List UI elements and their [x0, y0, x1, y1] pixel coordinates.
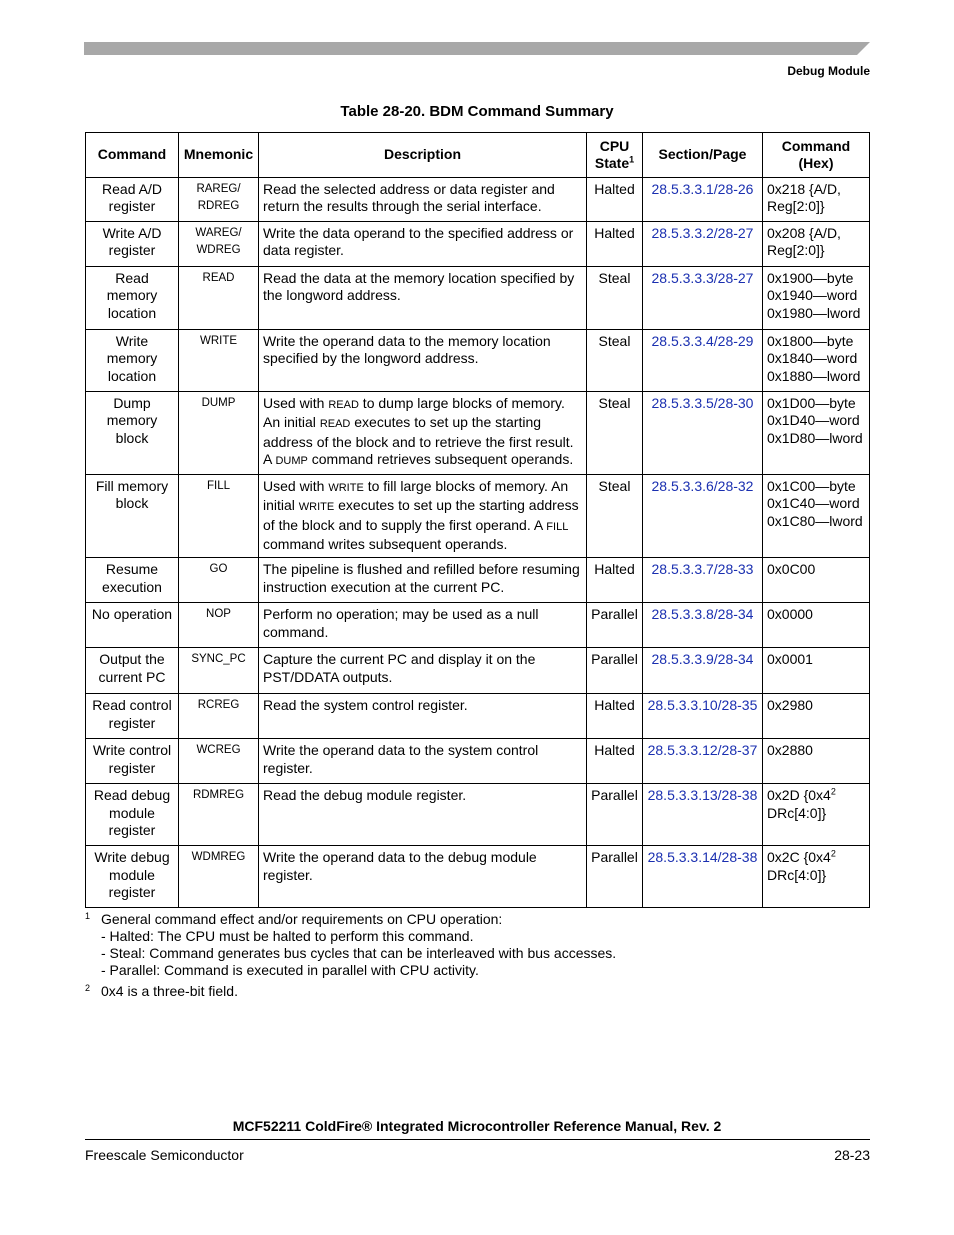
hex-line: 0x2880 — [767, 742, 813, 759]
description-text: executes to set up the starting address of the block and to retrieve the first result. A — [263, 414, 574, 467]
section-link[interactable]: 28.5.3.3.10/28-35 — [643, 694, 763, 739]
description-text: Read the selected address or data register and return the results through the serial interface. — [263, 181, 555, 215]
command-hex-cell — [763, 603, 870, 648]
description-text: Read the system control register. — [263, 697, 468, 714]
command-cell: Write control register — [86, 739, 179, 784]
cpu-state-cell: Parallel — [587, 603, 643, 648]
section-title: Debug Module — [787, 64, 870, 78]
description-cell — [259, 267, 587, 330]
hex-line: 0x0000 — [767, 606, 813, 623]
bdm-command-table — [85, 132, 870, 908]
table-body — [86, 178, 870, 908]
hex-line: 0x0C00 — [767, 561, 816, 578]
mnemonic-cell: FILL — [179, 475, 259, 558]
table-row — [86, 558, 870, 603]
cpu-state-cell: Halted — [587, 558, 643, 603]
description-text: Capture the current PC and display it on the PST/DDATA outputs. — [263, 651, 536, 685]
description-text: Read the data at the memory location specified by the longword address. — [263, 270, 575, 304]
table-row — [86, 475, 870, 558]
col-header-command-hex — [763, 133, 870, 178]
description-text: Write the data operand to the specified address or data register. — [263, 225, 574, 259]
section-link[interactable]: 28.5.3.3.8/28-34 — [643, 603, 763, 648]
command-hex-cell — [763, 739, 870, 784]
footnote-ref-1: 1 — [629, 154, 635, 165]
mnemonic-cell: WRITE — [179, 330, 259, 392]
hex-line: 0x1900—byte — [767, 270, 854, 286]
cpu-state-cell: Steal — [587, 267, 643, 330]
footnotes — [85, 911, 616, 1000]
footnote — [85, 911, 616, 979]
description-cell — [259, 694, 587, 739]
command-hex-cell — [763, 178, 870, 222]
cpu-state-cell: Parallel — [587, 784, 643, 846]
description-text: executes to set up the starting address of the block and to supply the first operand. A — [263, 497, 579, 533]
footnote-text: - Halted: The CPU must be halted to perform this command. — [101, 928, 474, 944]
hex-line: 0x1D00—byte — [767, 395, 856, 411]
cpu-state-cell: Halted — [587, 178, 643, 222]
mnemonic-cell: WAREG/ WDREG — [179, 222, 259, 267]
mnemonic-ref: READ — [328, 399, 359, 411]
command-hex-unit: (Hex) — [798, 155, 834, 171]
description-cell — [259, 603, 587, 648]
description-text: command writes subsequent operands. — [263, 536, 508, 553]
description-text: to fill large blocks of memory. An initial — [263, 478, 569, 514]
hex-line: 0x1980—lword — [767, 304, 861, 321]
section-link[interactable]: 28.5.3.3.1/28-26 — [643, 178, 763, 222]
mnemonic-ref: WRITE — [328, 482, 364, 495]
command-cell: No operation — [86, 603, 179, 648]
mnemonic-cell: RDMREG — [179, 784, 259, 846]
table-row — [86, 739, 870, 784]
mnemonic-cell: NOP — [179, 603, 259, 648]
command-cell: Fill memory block — [86, 475, 179, 558]
table-row — [86, 392, 870, 475]
description-cell — [259, 392, 587, 475]
section-link[interactable]: 28.5.3.3.12/28-37 — [643, 739, 763, 784]
table-row — [86, 648, 870, 694]
description-text: Used with — [263, 395, 329, 411]
command-hex-cell — [763, 222, 870, 267]
footer-page-number: 28-23 — [834, 1147, 870, 1163]
command-cell: Read memory location — [86, 267, 179, 330]
description-text: command retrieves subsequent operands. — [307, 450, 574, 467]
command-cell: Output the current PC — [86, 648, 179, 694]
command-hex-cell — [763, 784, 870, 846]
hex-line: 0x0001 — [767, 651, 813, 668]
description-text: Write the operand data to the memory location specified by the longword address. — [263, 333, 551, 367]
cpu-state-label: CPU State — [594, 137, 630, 171]
description-text: Perform no operation; may be used as a null command. — [263, 606, 539, 640]
description-text: The pipeline is flushed and refilled before resuming instruction execution at the current PC. — [263, 561, 580, 595]
section-link[interactable]: 28.5.3.3.4/28-29 — [643, 330, 763, 392]
description-text: Used with — [263, 478, 329, 495]
hex-line: 0x2C {0x4 — [767, 849, 831, 866]
mnemonic-cell: READ — [179, 267, 259, 330]
hex-line: 0x1840—word — [767, 350, 858, 367]
footer-company: Freescale Semiconductor — [85, 1147, 244, 1163]
description-cell — [259, 330, 587, 392]
command-hex-cell — [763, 267, 870, 330]
command-hex-cell — [763, 846, 870, 908]
command-cell: Read control register — [86, 694, 179, 739]
command-hex-cell — [763, 330, 870, 392]
table-caption: Table 28-20. BDM Command Summary — [340, 103, 614, 120]
footnote — [85, 983, 616, 1000]
description-cell — [259, 475, 587, 558]
table-row — [86, 846, 870, 908]
section-link[interactable]: 28.5.3.3.14/28-38 — [643, 846, 763, 908]
cpu-state-cell: Halted — [587, 739, 643, 784]
section-link[interactable]: 28.5.3.3.9/28-34 — [643, 648, 763, 694]
description-text: Write the operand data to the debug module register. — [263, 849, 537, 883]
footnote-text: 0x4 is a three-bit field. — [101, 983, 238, 999]
footnote-number: 1 — [85, 911, 91, 921]
hex-line: DRc[4:0]} — [767, 866, 827, 883]
section-link[interactable]: 28.5.3.3.6/28-32 — [643, 475, 763, 558]
description-cell — [259, 178, 587, 222]
col-header-command: Command — [86, 133, 179, 178]
description-text: Write the operand data to the system control register. — [263, 742, 539, 776]
command-hex-cell — [763, 558, 870, 603]
footnote-ref-2: 2 — [830, 848, 836, 859]
table-row — [86, 330, 870, 392]
hex-line: DRc[4:0]} — [767, 804, 827, 821]
table-row — [86, 603, 870, 648]
description-cell — [259, 784, 587, 846]
hex-line: 0x1D80—lword — [767, 429, 863, 446]
mnemonic-cell: RAREG/ RDREG — [179, 178, 259, 222]
hex-line: 0x1940—word — [767, 287, 858, 304]
table-header-row — [86, 133, 870, 178]
hex-line: 0x1C40—word — [767, 495, 860, 512]
command-cell: Read debug module register — [86, 784, 179, 846]
hex-line: 0x1D40—word — [767, 412, 860, 429]
table-row — [86, 694, 870, 739]
mnemonic-ref: DUMP — [275, 454, 308, 467]
command-hex-cell — [763, 694, 870, 739]
description-cell — [259, 648, 587, 694]
section-link[interactable]: 28.5.3.3.3/28-27 — [643, 267, 763, 330]
command-hex-cell — [763, 392, 870, 475]
cpu-state-cell: Halted — [587, 222, 643, 267]
header-bar — [84, 42, 870, 55]
cpu-state-cell: Parallel — [587, 648, 643, 694]
hex-line: 0x2980 — [767, 697, 813, 714]
mnemonic-cell: DUMP — [179, 392, 259, 475]
table-row — [86, 784, 870, 846]
description-cell — [259, 222, 587, 267]
footnote-text: - Steal: Command generates bus cycles that can be interleaved with bus accesses. — [101, 945, 617, 961]
cpu-state-cell: Steal — [587, 330, 643, 392]
cpu-state-cell: Steal — [587, 392, 643, 475]
mnemonic-ref: FILL — [546, 520, 569, 533]
table-row — [86, 267, 870, 330]
footer-divider — [85, 1139, 870, 1140]
description-text: to dump large blocks of memory. An initial — [263, 395, 565, 431]
cpu-state-cell: Steal — [587, 475, 643, 558]
command-cell: Resume execution — [86, 558, 179, 603]
mnemonic-cell: WDMREG — [179, 846, 259, 908]
section-link[interactable]: 28.5.3.3.13/28-38 — [643, 784, 763, 846]
footnote-ref-2: 2 — [830, 786, 836, 797]
table-row — [86, 178, 870, 222]
hex-line: 0x218 {A/D, Reg[2:0]} — [767, 181, 841, 215]
cpu-state-cell: Halted — [587, 694, 643, 739]
footnote-text: General command effect and/or requirements on CPU operation: — [101, 911, 503, 927]
hex-line: 0x2D {0x4 — [767, 787, 831, 804]
command-cell: Read A/D register — [86, 178, 179, 222]
table-row — [86, 222, 870, 267]
command-hex-cell — [763, 648, 870, 694]
hex-line: 0x1880—lword — [767, 367, 861, 384]
col-header-mnemonic: Mnemonic — [179, 133, 259, 178]
cpu-state-cell: Parallel — [587, 846, 643, 908]
mnemonic-cell: SYNC_PC — [179, 648, 259, 694]
command-cell: Write debug module register — [86, 846, 179, 908]
mnemonic-cell: WCREG — [179, 739, 259, 784]
hex-line: 0x1C80—lword — [767, 512, 863, 529]
description-cell — [259, 739, 587, 784]
command-cell: Dump memory block — [86, 392, 179, 475]
hex-line: 0x1800—byte — [767, 333, 854, 349]
col-header-section-page: Section/Page — [643, 133, 763, 178]
mnemonic-ref: READ — [319, 418, 351, 431]
section-link[interactable]: 28.5.3.3.2/28-27 — [643, 222, 763, 267]
section-link[interactable]: 28.5.3.3.7/28-33 — [643, 558, 763, 603]
footer-manual-title: MCF52211 ColdFire® Integrated Microcontroller Reference Manual, Rev. 2 — [232, 1118, 722, 1134]
mnemonic-cell: RCREG — [179, 694, 259, 739]
command-hex-label: Command — [781, 137, 851, 154]
footnote-text: - Parallel: Command is executed in parallel with CPU activity. — [101, 962, 479, 978]
command-hex-cell — [763, 475, 870, 558]
command-cell: Write A/D register — [86, 222, 179, 267]
col-header-description: Description — [259, 133, 587, 178]
mnemonic-ref: WRITE — [298, 501, 335, 514]
hex-line: 0x1C00—byte — [767, 478, 856, 495]
hex-line: 0x208 {A/D, Reg[2:0]} — [767, 225, 841, 259]
description-cell — [259, 846, 587, 908]
command-cell: Write memory location — [86, 330, 179, 392]
col-header-cpu-state — [587, 133, 643, 178]
description-cell — [259, 558, 587, 603]
footnote-number: 2 — [85, 983, 91, 993]
description-text: Read the debug module register. — [263, 787, 467, 804]
section-link[interactable]: 28.5.3.3.5/28-30 — [643, 392, 763, 475]
mnemonic-cell: GO — [179, 558, 259, 603]
